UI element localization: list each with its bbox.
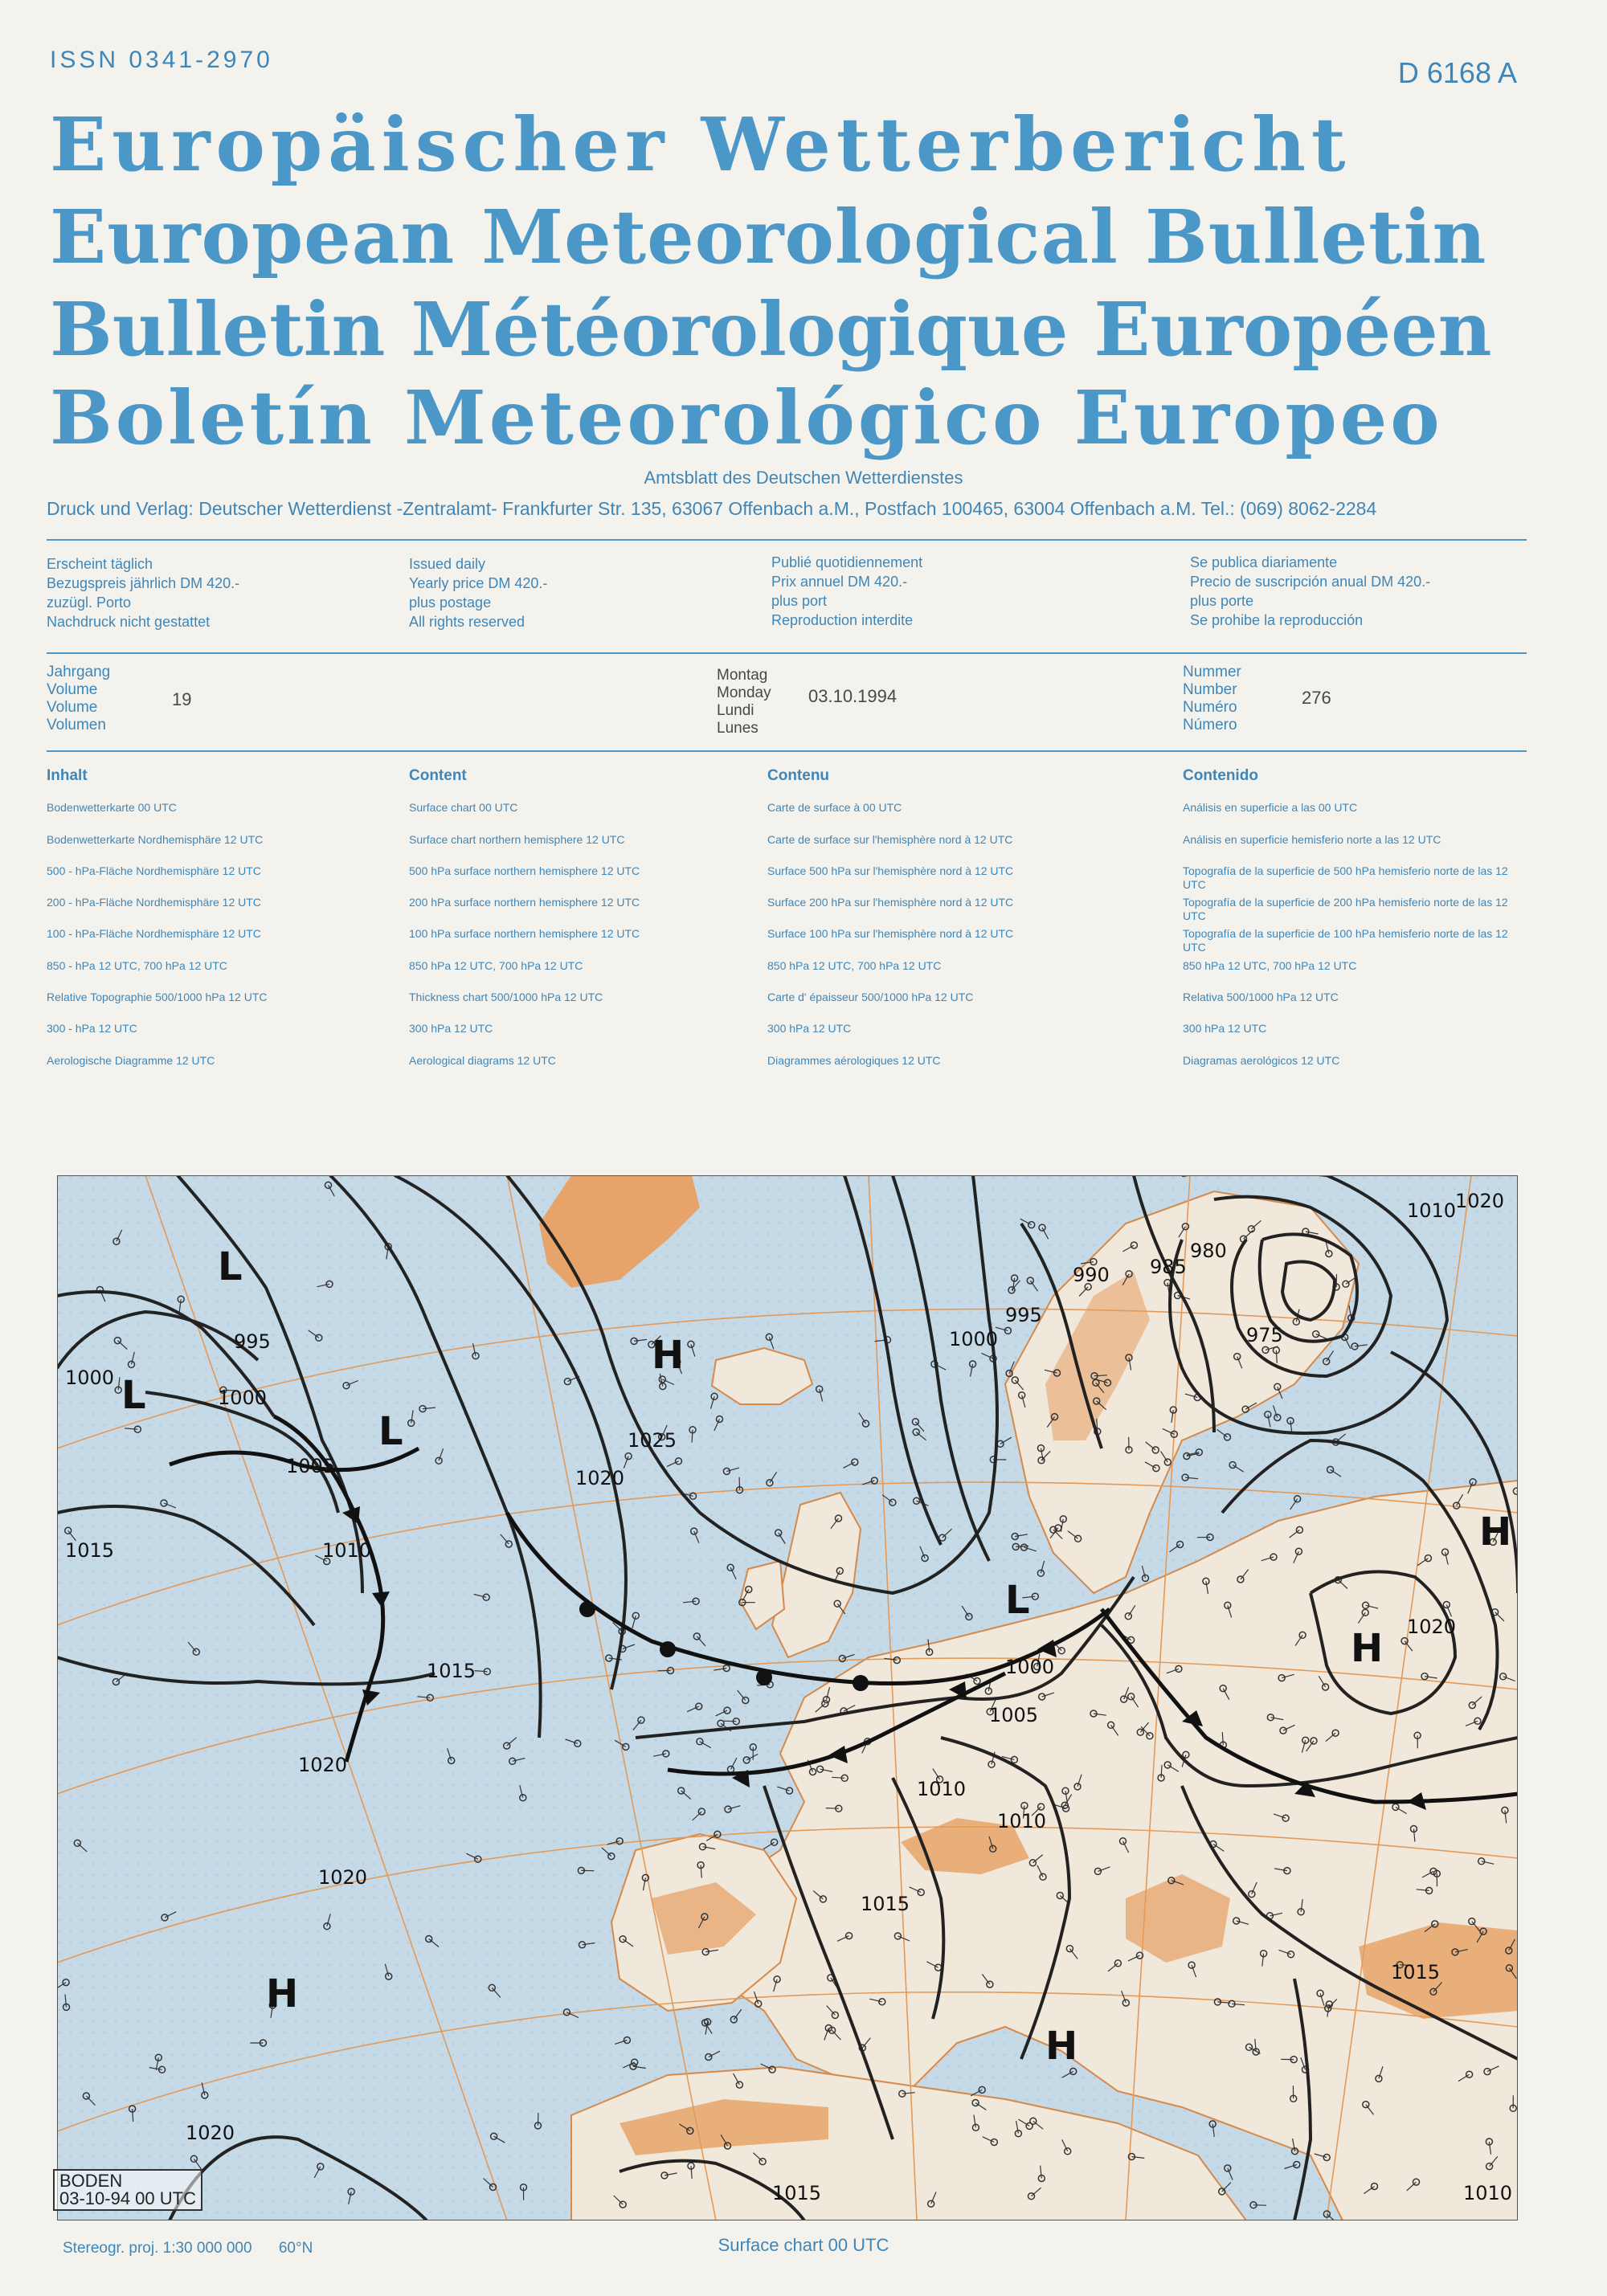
contents-item: Surface chart northern hemisphere 12 UTC <box>409 833 625 846</box>
isobar-label: 1020 <box>1407 1616 1457 1638</box>
isobar-label: 1000 <box>949 1328 999 1350</box>
volume-label: Volume <box>47 681 98 698</box>
high-pressure-center: H <box>266 1971 299 2016</box>
contents-item: Relativa 500/1000 hPa 12 UTC <box>1183 991 1339 1003</box>
isobar-label: 1010 <box>997 1810 1047 1832</box>
contents-item: 500 - hPa-Fläche Nordhemisphäre 12 UTC <box>47 864 261 877</box>
map-stamp <box>53 2169 202 2211</box>
front-semicircle <box>660 1641 676 1657</box>
terms-line: Bezugspreis jährlich DM 420.- <box>47 575 240 591</box>
contents-heading-english: Content <box>409 767 467 784</box>
number-label: Número <box>1183 717 1237 733</box>
volume-label: Volume <box>47 699 98 716</box>
contents-item: Thickness chart 500/1000 hPa 12 UTC <box>409 991 603 1003</box>
day-label: Monday <box>717 684 771 701</box>
front-semicircle <box>579 1601 595 1617</box>
contents-item: Bodenwetterkarte 00 UTC <box>47 801 177 814</box>
number-label: Numéro <box>1183 699 1237 716</box>
contents-item: Topografía de la superficie de 500 hPa hemisferio norte de las 12 UTC <box>1183 864 1508 891</box>
number-label: Nummer <box>1183 664 1241 680</box>
day-labels <box>717 667 771 737</box>
high-pressure-center: H <box>652 1333 685 1378</box>
isobar-label: 995 <box>234 1330 271 1353</box>
title-german: Europäischer Wetterbericht <box>50 101 1351 188</box>
day-label: Lunes <box>717 720 759 737</box>
volume-value: 19 <box>172 689 192 709</box>
isobar-label: 1020 <box>186 2122 235 2144</box>
isobar-label: 1015 <box>772 2182 822 2204</box>
contents-item: 300 hPa 12 UTC <box>1183 1022 1267 1035</box>
isobar-label: 1025 <box>628 1429 677 1452</box>
isobar-label: 1015 <box>861 1893 910 1915</box>
contents-item: 850 - hPa 12 UTC, 700 hPa 12 UTC <box>47 959 227 972</box>
terms-line: Se publica diariamente <box>1190 554 1338 570</box>
contents-item: 500 hPa surface northern hemisphere 12 UTC <box>409 864 640 877</box>
contents-item: 200 hPa surface northern hemisphere 12 UTC <box>409 896 640 909</box>
high-pressure-center: H <box>1479 1510 1512 1554</box>
terms-german <box>47 554 239 631</box>
terms-english <box>409 554 547 631</box>
issue-date: 03.10.1994 <box>808 686 898 706</box>
isobar-label: 995 <box>1005 1304 1042 1326</box>
terms-french <box>771 553 922 630</box>
contents-item: Análisis en superficie hemisferio norte a las 12 UTC <box>1183 833 1441 846</box>
high-pressure-center: H <box>1045 2024 1078 2069</box>
terms-line: Issued daily <box>409 556 486 572</box>
isobar-label: 990 <box>1073 1264 1110 1286</box>
terms-line: Reproduction interdite <box>771 612 914 628</box>
isobar-label: 1010 <box>1407 1199 1457 1222</box>
document-id: D 6168 A <box>1397 56 1517 89</box>
contents-item: Carte de surface sur l'hemisphère nord à 12 UTC <box>767 833 1013 846</box>
contents-item: 100 hPa surface northern hemisphere 12 UTC <box>409 927 640 940</box>
divider <box>47 750 1527 752</box>
divider <box>47 539 1527 541</box>
terms-spanish <box>1190 553 1430 630</box>
isobar-label: 1015 <box>427 1660 476 1682</box>
low-pressure-center: L <box>218 1244 243 1289</box>
isobar-label: 1005 <box>989 1704 1039 1726</box>
contents-item: Carte d' épaisseur 500/1000 hPa 12 UTC <box>767 991 974 1003</box>
contents-item: 850 hPa 12 UTC, 700 hPa 12 UTC <box>409 959 583 972</box>
terms-line: All rights reserved <box>409 614 525 630</box>
contents-item: Aerologische Diagramme 12 UTC <box>47 1054 215 1067</box>
front-semicircle <box>756 1669 772 1685</box>
map-stamp-line: BODEN <box>59 2171 123 2191</box>
terms-line: plus porte <box>1190 593 1254 609</box>
contents-item: Carte de surface à 00 UTC <box>767 801 902 814</box>
low-pressure-center: L <box>1005 1578 1030 1623</box>
isobar-label: 1020 <box>575 1467 625 1489</box>
contents-item: Topografía de la superficie de 200 hPa hemisferio norte de las 12 UTC <box>1183 896 1508 922</box>
isobar-label: 1000 <box>218 1387 268 1409</box>
station-wind-barb <box>826 1808 839 1809</box>
title-english: European Meteorological Bulletin <box>50 194 1487 280</box>
contents-item: Aerological diagrams 12 UTC <box>409 1054 556 1067</box>
projection-label: Stereogr. proj. 1:30 000 000 <box>63 2240 252 2257</box>
issn: ISSN 0341-2970 <box>50 47 273 73</box>
station-wind-barb <box>723 1721 736 1722</box>
map-stamp-line: 03-10-94 00 UTC <box>59 2188 196 2208</box>
surface-weather-map <box>57 1175 1518 2220</box>
contents-item: 850 hPa 12 UTC, 700 hPa 12 UTC <box>767 959 942 972</box>
contents-heading-spanish: Contenido <box>1183 767 1258 784</box>
contents-item: 850 hPa 12 UTC, 700 hPa 12 UTC <box>1183 959 1357 972</box>
isobar-label: 1010 <box>1463 2182 1513 2204</box>
terms-line: zuzügl. Porto <box>47 594 132 611</box>
isobar-label: 1000 <box>1005 1656 1055 1678</box>
isobar-label: 1005 <box>286 1455 336 1477</box>
contents-item: Topografía de la superficie de 100 hPa hemisferio norte de las 12 UTC <box>1183 927 1508 954</box>
day-label: Montag <box>717 667 768 684</box>
contents-item: Surface chart 00 UTC <box>409 801 518 814</box>
contents-item: Bodenwetterkarte Nordhemisphäre 12 UTC <box>47 833 264 846</box>
day-label: Lundi <box>717 702 754 719</box>
number-labels <box>1183 664 1241 734</box>
station-wind-barb <box>1253 2205 1266 2206</box>
contents-item: 100 - hPa-Fläche Nordhemisphäre 12 UTC <box>47 927 261 940</box>
terms-line: Nachdruck nicht gestattet <box>47 614 211 630</box>
front-semicircle <box>853 1675 869 1691</box>
issue-number: 276 <box>1302 688 1331 708</box>
terms-line: plus postage <box>409 594 492 611</box>
contents-item: Análisis en superficie a las 00 UTC <box>1183 801 1358 814</box>
map-caption: Surface chart 00 UTC <box>718 2235 889 2255</box>
terms-line: Erscheint täglich <box>47 556 153 572</box>
contents-item: 300 hPa 12 UTC <box>767 1022 852 1035</box>
isobar-label: 1020 <box>318 1866 368 1889</box>
isobar-label: 1020 <box>1455 1190 1505 1212</box>
terms-line: Precio de suscripción anual DM 420.- <box>1190 574 1431 590</box>
latitude-label: 60°N <box>278 2240 313 2257</box>
terms-line: Se prohibe la reproducción <box>1190 612 1364 628</box>
isobar-label: 1010 <box>917 1778 967 1800</box>
title-french: Bulletin Météorologique Européen <box>50 286 1492 373</box>
amtsblatt: Amtsblatt des Deutschen Wetterdienstes <box>644 468 963 488</box>
low-pressure-center: L <box>378 1409 403 1454</box>
contents-item: 200 - hPa-Fläche Nordhemisphäre 12 UTC <box>47 896 261 909</box>
isobar-label: 975 <box>1246 1324 1283 1346</box>
isobar-label: 980 <box>1190 1240 1227 1262</box>
number-label: Number <box>1183 681 1237 698</box>
isobar-label: 1015 <box>65 1539 115 1562</box>
contents-item: 300 hPa 12 UTC <box>409 1022 493 1035</box>
publisher: Druck und Verlag: Deutscher Wetterdienst -Zentralamt- Frankfurter Str. 135, 63067 Offenbach a.M., Postfach 100465, 63004 Offenbach a.M. Tel.: (069) 8062-2284 <box>47 498 1377 519</box>
high-pressure-center: H <box>1351 1626 1384 1671</box>
contents-item: Diagrammes aérologiques 12 UTC <box>767 1054 941 1067</box>
terms-line: Yearly price DM 420.- <box>409 575 548 591</box>
contents-item: Relative Topographie 500/1000 hPa 12 UTC <box>47 991 268 1003</box>
contents-item: Surface 200 hPa sur l'hemisphère nord à 12 UTC <box>767 896 1014 909</box>
volume-labels <box>47 664 110 734</box>
contents-item: 300 - hPa 12 UTC <box>47 1022 137 1035</box>
isobar-label: 1020 <box>298 1754 348 1776</box>
isobar-label: 985 <box>1150 1256 1187 1278</box>
contents-heading-german: Inhalt <box>47 767 88 784</box>
terms-line: plus port <box>771 593 828 609</box>
isobar-label: 1015 <box>1391 1961 1441 1983</box>
title-spanish: Boletín Meteorológico Europeo <box>50 374 1443 461</box>
volume-label: Jahrgang <box>47 664 111 680</box>
divider <box>47 652 1527 654</box>
isobar-label: 1000 <box>65 1367 115 1389</box>
volume-label: Volumen <box>47 717 106 733</box>
contents-item: Surface 500 hPa sur l'hemisphère nord à 12 UTC <box>767 864 1014 877</box>
contents-item: Diagramas aerológicos 12 UTC <box>1183 1054 1340 1067</box>
terms-line: Prix annuel DM 420.- <box>771 574 908 590</box>
low-pressure-center: L <box>121 1373 146 1418</box>
isobar-label: 1010 <box>322 1539 372 1562</box>
terms-line: Publié quotidiennement <box>771 554 923 570</box>
contents-heading-french: Contenu <box>767 767 830 784</box>
contents-item: Surface 100 hPa sur l'hemisphère nord à 12 UTC <box>767 927 1014 940</box>
